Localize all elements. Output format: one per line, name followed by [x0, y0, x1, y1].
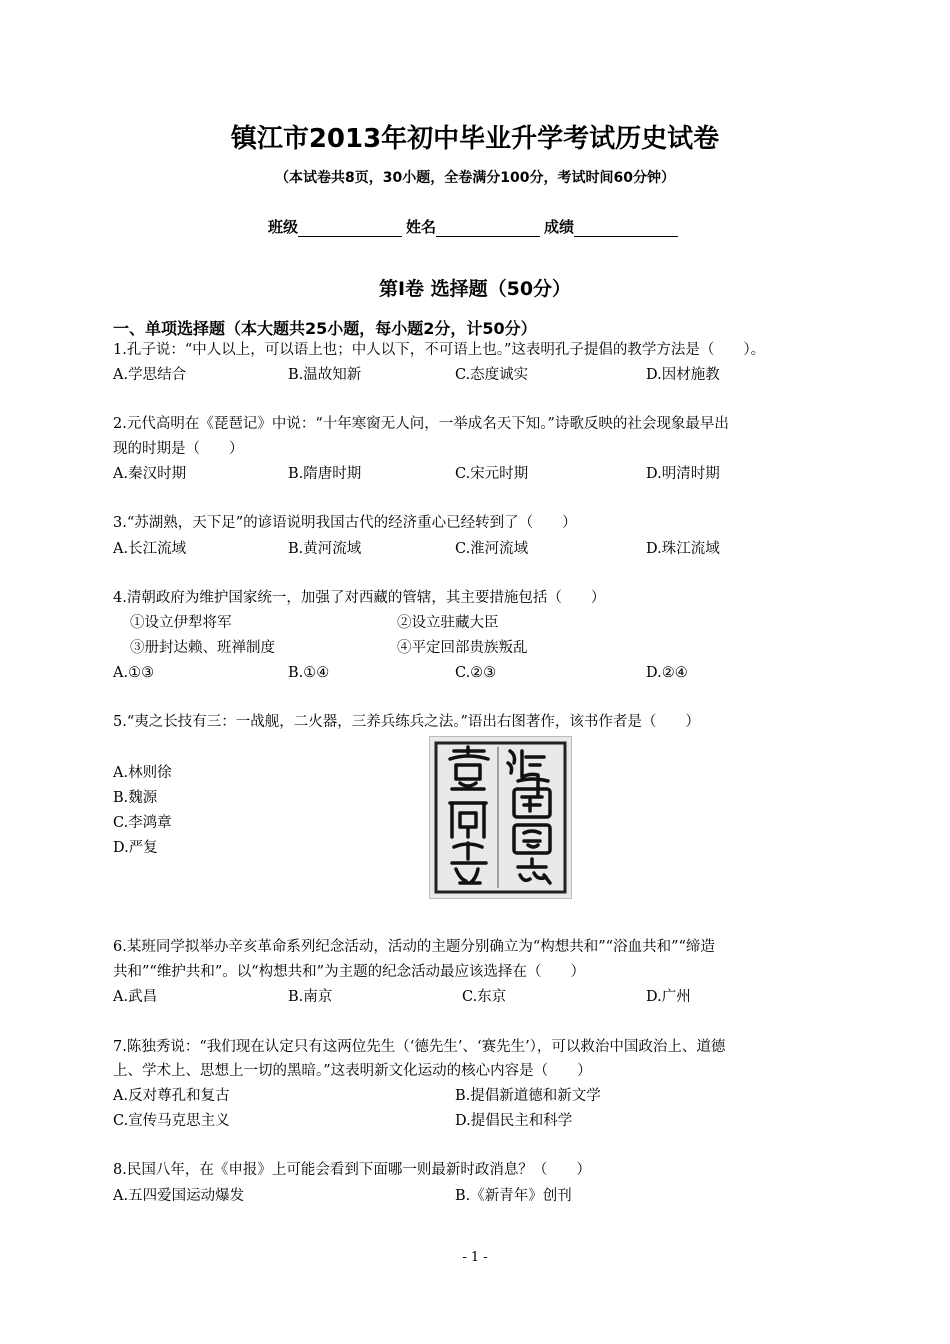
class-blank[interactable]: [298, 220, 402, 237]
question-2-option-c: C.宋元时期: [455, 466, 529, 482]
question-7-option-b: B.提倡新道德和新文学: [455, 1088, 601, 1104]
question-2-option-d: D.明清时期: [646, 466, 720, 482]
question-6-option-d: D.广州: [646, 989, 691, 1005]
question-6-option-a: A.武昌: [113, 989, 158, 1005]
question-7-option-d: D.提倡民主和科学: [455, 1113, 573, 1129]
name-blank[interactable]: [436, 220, 540, 237]
question-3-option-b: B.黄河流域: [288, 541, 362, 557]
question-4-item-4: ④平定回部贵族叛乱: [397, 640, 528, 656]
question-7-stem-line-1: 7.陈独秀说：“我们现在认定只有这两位先生（‘德先生’、‘赛先生’），可以救治中国政治上、道德: [113, 1039, 726, 1055]
question-8-stem: 8.民国八年，在《申报》上可能会看到下面哪一则最新时政消息？（ ）: [113, 1162, 591, 1178]
part-heading: 一、单项选择题（本大题共25小题，每小题2分，计50分）: [113, 319, 537, 338]
section-title: 第Ⅰ卷 选择题（50分）: [378, 278, 572, 300]
question-6-stem-line-2: 共和”“维护共和”。以“构想共和”为主题的纪念活动最应该选择在（ ）: [113, 964, 586, 980]
question-1-option-d: D.因材施教: [646, 367, 720, 383]
question-4-option-a: A.①③: [113, 665, 155, 681]
question-3-option-a: A.长江流域: [113, 541, 187, 557]
book-cover-figure: [429, 736, 572, 899]
question-7-option-c: C.宣传马克思主义: [113, 1113, 230, 1129]
question-5-option-d: D.严复: [113, 840, 158, 856]
question-1-option-c: C.态度诚实: [455, 367, 529, 383]
question-4-option-c: C.②③: [455, 665, 497, 681]
seal-script-image: [430, 737, 571, 898]
question-2-option-b: B.隋唐时期: [288, 466, 362, 482]
exam-subtitle: （本试卷共8页，30小题，全卷满分100分，考试时间60分钟）: [275, 170, 675, 186]
question-2-stem-line-1: 2.元代高明在《琵琶记》中说：“十年寒窗无人问，一举成名天下知。”诗歌反映的社会现象最早出: [113, 416, 729, 432]
question-4-option-b: B.①④: [288, 665, 330, 681]
question-6-option-c: C.东京: [462, 989, 507, 1005]
question-6-stem-line-1: 6.某班同学拟举办辛亥革命系列纪念活动，活动的主题分别确立为“构想共和”“浴血共和”“缔造: [113, 939, 715, 955]
question-4-item-1: ①设立伊犁将军: [130, 615, 232, 631]
question-6-option-b: B.南京: [288, 989, 333, 1005]
question-4-stem: 4.清朝政府为维护国家统一，加强了对西藏的管辖，其主要措施包括（ ）: [113, 590, 606, 606]
class-label: 班级: [267, 218, 298, 236]
question-3-option-d: D.珠江流域: [646, 541, 720, 557]
name-label: 姓名: [405, 218, 436, 236]
score-blank[interactable]: [574, 220, 678, 237]
question-5-option-b: B.魏源: [113, 790, 158, 806]
question-1-stem: 1.孔子说：“中人以上，可以语上也；中人以下，不可语上也。”这表明孔子提倡的教学方法是（ ）。: [113, 342, 766, 358]
question-3-option-c: C.淮河流域: [455, 541, 529, 557]
question-7-stem-line-2: 上、学术上、思想上一切的黑暗。”这表明新文化运动的核心内容是（ ）: [113, 1063, 592, 1079]
question-7-option-a: A.反对尊孔和复古: [113, 1088, 230, 1104]
question-1-option-b: B.温故知新: [288, 367, 362, 383]
score-label: 成绩: [544, 218, 575, 236]
exam-title: 镇江市2013年初中毕业升学考试历史试卷: [230, 124, 720, 154]
question-5-stem: 5.“夷之长技有三：一战舰，二火器，三养兵练兵之法。”语出右图著作，该书作者是（ ）: [113, 714, 700, 730]
question-2-stem-line-2: 现的时期是（ ）: [113, 441, 244, 457]
question-4-item-3: ③册封达赖、班禅制度: [130, 640, 275, 656]
question-4-item-2: ②设立驻藏大臣: [397, 615, 499, 631]
question-8-option-b: B.《新青年》创刊: [455, 1188, 572, 1204]
question-1-option-a: A.学思结合: [113, 367, 187, 383]
page-number: - 1 -: [462, 1250, 488, 1265]
question-2-option-a: A.秦汉时期: [113, 466, 187, 482]
question-4-option-d: D.②④: [646, 665, 688, 681]
question-5-option-c: C.李鸿章: [113, 815, 172, 831]
question-5-option-a: A.林则徐: [113, 765, 172, 781]
question-8-option-a: A.五四爱国运动爆发: [113, 1188, 245, 1204]
question-3-stem: 3.“苏湖熟，天下足”的谚语说明我国古代的经济重心已经转到了（ ）: [113, 515, 577, 531]
student-info-line: [0, 216, 950, 237]
